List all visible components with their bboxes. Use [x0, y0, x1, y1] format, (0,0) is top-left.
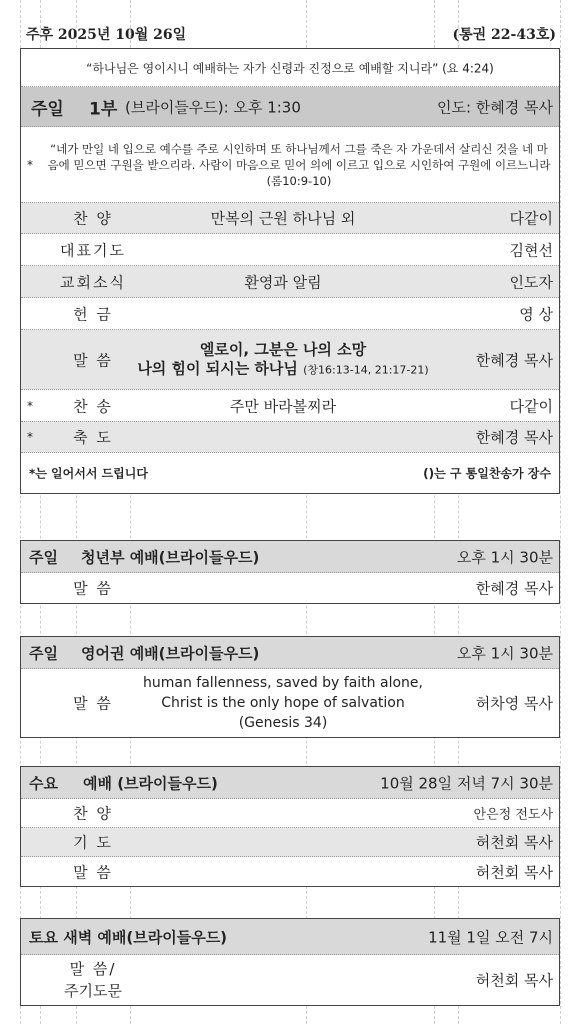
bulletin-date: 주후 2025년 10월 26일	[26, 27, 187, 43]
grid-line	[560, 0, 561, 1024]
order-row-praise	[21, 203, 559, 234]
scripture-text: “네가 만일 네 입으로 예수를 주로 시인하며 또 하나님께서 그를 죽은 자 가운데서 살리신 것을 네 마음에 믿으면 구원을 받으리라. 사람이 마음으로 믿어 의에 이르고 입으로 시인하여 구원에 이르느니라 (롬10:9-10)	[47, 141, 551, 188]
order-row-benediction	[21, 422, 559, 453]
english-sermon-row	[21, 669, 559, 737]
order-person: 허천회 목사	[475, 833, 553, 852]
order-row-hymn	[21, 390, 559, 422]
wednesday-title: 예배 (브라이들우드)	[83, 774, 218, 792]
wednesday-service-block	[20, 766, 560, 887]
order-label: 헌 금	[73, 305, 113, 323]
youth-service-block	[20, 540, 560, 604]
order-person: 한혜경 목사	[475, 579, 553, 598]
service-location-time: (브라이들우드): 오후 1:30	[125, 98, 301, 116]
order-row-prayer	[21, 234, 559, 266]
order-person: 김현선	[509, 241, 553, 259]
standing-marker: *	[27, 398, 33, 413]
order-person: 허차영 목사	[475, 694, 553, 713]
order-person: 허천회 목사	[475, 971, 553, 990]
order-label: 교회소식	[60, 273, 126, 291]
order-row-offering	[21, 298, 559, 330]
sermon-title-text: 나의 힘이 되시는 하나님	[137, 359, 298, 377]
order-content: 환영과 알림	[244, 273, 322, 291]
order-label-line2: 주기도문	[64, 982, 122, 1000]
order-label: 말 씀	[73, 863, 113, 881]
hymnal-note: ()는 구 통일찬송가 장수	[423, 466, 551, 481]
youth-header	[21, 541, 559, 573]
main-service-block	[20, 48, 560, 494]
saturday-title: 토요 새벽 예배(브라이들우드)	[29, 928, 228, 946]
order-label: 찬 송	[73, 397, 113, 415]
order-content: 주만 바라볼찌라	[229, 397, 337, 415]
english-sermon-line3: (Genesis 34)	[238, 715, 328, 731]
service-leader: 인도: 한혜경 목사	[436, 98, 553, 116]
order-content: 만복의 근원 하나님 외	[210, 209, 356, 228]
order-label: 말 씀	[73, 694, 113, 713]
english-sermon-line1: human fallenness, saved by faith alone,	[143, 675, 423, 691]
notes-row	[21, 453, 559, 493]
wednesday-day: 수요	[29, 774, 58, 792]
order-label-line1: 말 씀/	[69, 960, 117, 978]
order-row-news	[21, 266, 559, 298]
service-part: 1부	[89, 99, 118, 119]
order-label: 축 도	[73, 428, 113, 447]
english-time: 오후 1시 30분	[456, 644, 553, 662]
order-label	[51, 958, 135, 1002]
youth-time: 오후 1시 30분	[456, 548, 553, 566]
order-label: 기 도	[73, 833, 113, 852]
sermon-reference: (창16:13-14, 21:17-21)	[303, 363, 429, 376]
english-service-block	[20, 636, 560, 738]
saturday-sermon-row	[21, 955, 559, 1005]
order-person: 다같이	[509, 209, 553, 228]
english-header	[21, 637, 559, 669]
wednesday-row-praise	[21, 799, 559, 828]
sermon-title-line1: 엘로이, 그분은 나의 소망	[199, 340, 367, 358]
standing-marker: *	[27, 430, 33, 444]
theme-verse: “하나님은 영이시니 예배하는 자가 신령과 진정으로 예배할 지니라” (요 4:24)	[86, 61, 494, 75]
saturday-header	[21, 919, 559, 955]
youth-day: 주일	[29, 548, 58, 566]
order-person: 한혜경 목사	[475, 428, 553, 447]
order-label: 말 씀	[73, 579, 113, 598]
english-sermon-line2: Christ is the only hope of salvation	[161, 695, 405, 711]
english-sermon-title	[133, 673, 433, 733]
order-person: 영 상	[519, 305, 553, 323]
standing-note: *는 일어서서 드립니다	[29, 466, 148, 481]
service-day: 주일	[31, 99, 64, 119]
wednesday-time: 10월 28일 저녁 7시 30분	[380, 774, 553, 792]
service-header	[21, 87, 559, 127]
order-label: 찬 양	[73, 804, 113, 823]
theme-verse-row	[21, 49, 559, 87]
order-row-sermon	[21, 330, 559, 390]
youth-sermon-row	[21, 573, 559, 603]
sermon-title	[133, 340, 433, 379]
youth-title: 청년부 예배(브라이들우드)	[81, 548, 260, 566]
order-person: 다같이	[509, 397, 553, 415]
order-person: 인도자	[509, 273, 553, 291]
saturday-service-block	[20, 918, 560, 1006]
order-person: 안은정 전도사	[473, 807, 553, 823]
scripture-row	[21, 127, 559, 203]
order-label: 대표기도	[60, 241, 126, 259]
order-person: 허천회 목사	[475, 863, 553, 881]
wednesday-row-sermon	[21, 857, 559, 886]
wednesday-row-prayer	[21, 828, 559, 857]
english-day: 주일	[29, 644, 58, 662]
order-label: 말 씀	[73, 351, 113, 369]
sermon-title-line2	[133, 359, 433, 379]
wednesday-header	[21, 767, 559, 799]
order-label: 찬 양	[73, 209, 113, 228]
saturday-time: 11월 1일 오전 7시	[428, 928, 553, 946]
order-person: 한혜경 목사	[475, 351, 553, 369]
bulletin-volume: (통권 22-43호)	[452, 27, 556, 43]
english-title: 영어권 예배(브라이들우드)	[81, 644, 260, 662]
standing-marker: *	[27, 157, 33, 172]
